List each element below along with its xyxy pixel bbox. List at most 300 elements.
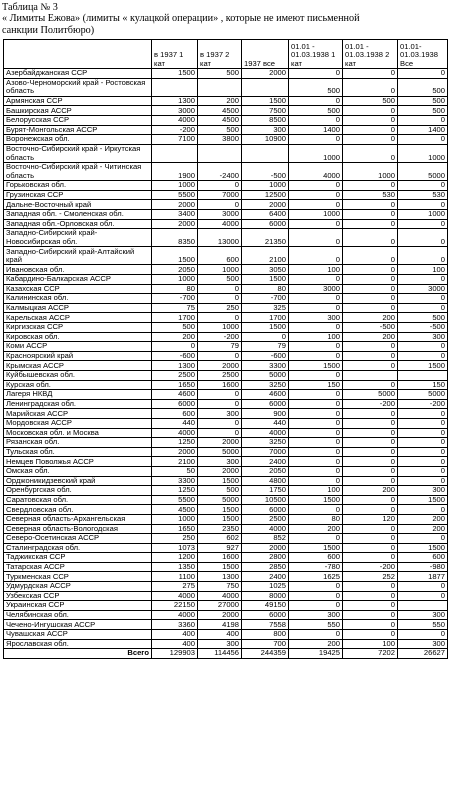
value-cell [152, 78, 198, 96]
value-cell: 0 [343, 534, 398, 544]
value-cell: 2050 [242, 466, 289, 476]
value-cell: 0 [289, 534, 343, 544]
value-cell: 1250 [152, 486, 198, 496]
value-cell: 1000 [398, 209, 448, 219]
value-cell: 400 [152, 639, 198, 649]
region-name-cell: Свердловская обл. [4, 505, 152, 515]
value-cell [242, 144, 289, 162]
value-cell: 200 [343, 332, 398, 342]
region-name-cell: Бурят-Монгольская АССР [4, 125, 152, 135]
value-cell: 2000 [242, 543, 289, 553]
region-name-cell: Омская обл. [4, 466, 152, 476]
value-cell: 0 [289, 294, 343, 304]
table-row [4, 438, 448, 448]
region-name-cell: Северная область-Вологодская [4, 524, 152, 534]
value-cell: 1600 [198, 553, 242, 563]
region-name-cell: Северная область-Архангельская [4, 514, 152, 524]
table-row [4, 275, 448, 285]
table-row [4, 181, 448, 191]
value-cell: 0 [198, 181, 242, 191]
table-row [4, 69, 448, 79]
region-name-cell: Таджикская ССР [4, 553, 152, 563]
region-name-cell: Горьковская обл. [4, 181, 152, 191]
table-row [4, 219, 448, 229]
table-row [4, 247, 448, 265]
value-cell: 0 [343, 265, 398, 275]
value-cell: 4000 [242, 524, 289, 534]
value-cell: 2400 [242, 572, 289, 582]
table-row [4, 399, 448, 409]
value-cell: 7000 [242, 447, 289, 457]
column-header: 1937 все [242, 40, 289, 69]
value-cell: 2500 [152, 371, 198, 381]
value-cell [242, 78, 289, 96]
table-row [4, 505, 448, 515]
value-cell: 0 [343, 524, 398, 534]
table-row [4, 447, 448, 457]
value-cell: 50 [152, 466, 198, 476]
value-cell: 2800 [242, 553, 289, 563]
value-cell: 300 [398, 332, 448, 342]
value-cell: 0 [289, 135, 343, 145]
table-row [4, 332, 448, 342]
value-cell: 4000 [198, 219, 242, 229]
region-name-cell: Туркменская ССР [4, 572, 152, 582]
value-cell: 4600 [242, 390, 289, 400]
region-name-cell: Оренбургская обл. [4, 486, 152, 496]
value-cell: 1025 [242, 582, 289, 592]
value-cell: 0 [343, 495, 398, 505]
table-row [4, 572, 448, 582]
value-cell: 1500 [152, 69, 198, 79]
table-row [4, 135, 448, 145]
value-cell: 1500 [242, 323, 289, 333]
table-row [4, 115, 448, 125]
value-cell: 3000 [198, 209, 242, 219]
column-header [4, 40, 152, 69]
value-cell: -200 [398, 399, 448, 409]
value-cell: 0 [343, 219, 398, 229]
value-cell: 602 [198, 534, 242, 544]
value-cell [198, 78, 242, 96]
table-row [4, 466, 448, 476]
value-cell: 2000 [152, 219, 198, 229]
value-cell: 2000 [242, 69, 289, 79]
value-cell: 0 [289, 115, 343, 125]
table-row [4, 78, 448, 96]
value-cell: 0 [289, 601, 343, 611]
value-cell: 300 [242, 125, 289, 135]
value-cell: 0 [343, 303, 398, 313]
value-cell: 2000 [242, 200, 289, 210]
table-row [4, 495, 448, 505]
value-cell: 2000 [198, 466, 242, 476]
region-name-cell: Лагеря НКВД [4, 390, 152, 400]
region-name-cell: Северо-Осетинская АССР [4, 534, 152, 544]
value-cell: 0 [398, 630, 448, 640]
value-cell: 2000 [198, 361, 242, 371]
value-cell: 12500 [242, 190, 289, 200]
region-name-cell: Тульская обл. [4, 447, 152, 457]
value-cell: 0 [398, 591, 448, 601]
value-cell: 100 [289, 486, 343, 496]
value-cell: 1350 [152, 562, 198, 572]
value-cell: 0 [343, 553, 398, 563]
table-row [4, 457, 448, 467]
value-cell: 0 [289, 342, 343, 352]
value-cell: 0 [398, 457, 448, 467]
value-cell: 4000 [152, 428, 198, 438]
value-cell: 600 [152, 409, 198, 419]
value-cell: 0 [343, 144, 398, 162]
table-row [4, 380, 448, 390]
value-cell: 1000 [152, 181, 198, 191]
table-row [4, 209, 448, 219]
region-name-cell: Удмурдская АССР [4, 582, 152, 592]
value-cell: 600 [289, 553, 343, 563]
value-cell: 0 [343, 630, 398, 640]
region-name-cell: Крымская АССР [4, 361, 152, 371]
value-cell: 0 [289, 409, 343, 419]
value-cell: 0 [398, 135, 448, 145]
value-cell: 100 [289, 332, 343, 342]
value-cell: 0 [289, 181, 343, 191]
value-cell: 4000 [289, 162, 343, 180]
region-name-cell: Марийская АССР [4, 409, 152, 419]
value-cell: 2350 [198, 524, 242, 534]
table-row [4, 361, 448, 371]
value-cell: 0 [289, 96, 343, 106]
value-cell: 0 [289, 438, 343, 448]
value-cell: 2000 [198, 438, 242, 448]
value-cell: 500 [198, 486, 242, 496]
value-cell: 0 [343, 284, 398, 294]
value-cell: 0 [398, 229, 448, 247]
value-cell: 1300 [152, 361, 198, 371]
value-cell: 400 [152, 630, 198, 640]
value-cell: 750 [198, 582, 242, 592]
value-cell: 0 [289, 69, 343, 79]
value-cell: 200 [152, 332, 198, 342]
value-cell: 600 [198, 247, 242, 265]
value-cell: 4600 [152, 390, 198, 400]
table-row [4, 486, 448, 496]
value-cell: 10900 [242, 135, 289, 145]
value-cell: 6400 [242, 209, 289, 219]
value-cell: 800 [242, 630, 289, 640]
value-cell: 1500 [289, 543, 343, 553]
value-cell: 0 [343, 115, 398, 125]
value-cell: 0 [398, 466, 448, 476]
value-cell: 3050 [242, 265, 289, 275]
value-cell: 1500 [242, 96, 289, 106]
value-cell: 300 [289, 313, 343, 323]
value-cell: 0 [289, 323, 343, 333]
value-cell: 2000 [198, 610, 242, 620]
value-cell: 200 [398, 524, 448, 534]
value-cell: 3000 [398, 284, 448, 294]
total-label: Всего [4, 649, 152, 659]
value-cell: -200 [343, 562, 398, 572]
value-cell: 200 [289, 524, 343, 534]
table-row [4, 418, 448, 428]
value-cell: 900 [242, 409, 289, 419]
value-cell: 0 [343, 438, 398, 448]
value-cell: 0 [343, 106, 398, 116]
region-name-cell: Сталинградская обл. [4, 543, 152, 553]
value-cell: 550 [289, 620, 343, 630]
value-cell: 200 [289, 639, 343, 649]
value-cell: 1073 [152, 543, 198, 553]
value-cell: 0 [289, 476, 343, 486]
value-cell: 2850 [242, 562, 289, 572]
value-cell: -700 [242, 294, 289, 304]
value-cell: 2100 [152, 457, 198, 467]
caption-table-number: Таблица № 3 [2, 2, 58, 13]
value-cell: 0 [289, 447, 343, 457]
table-row [4, 342, 448, 352]
value-cell: 0 [343, 380, 398, 390]
region-name-cell: Воронежская обл. [4, 135, 152, 145]
table-row [4, 514, 448, 524]
value-cell: 0 [198, 294, 242, 304]
column-header: 01.01- 01.03.1938 Все [398, 40, 448, 69]
value-cell: 7500 [242, 106, 289, 116]
value-cell: 150 [398, 380, 448, 390]
value-cell: 5000 [198, 495, 242, 505]
value-cell: 700 [242, 639, 289, 649]
value-cell: 0 [343, 610, 398, 620]
total-value: 7202 [343, 649, 398, 659]
value-cell: 3800 [198, 135, 242, 145]
region-name-cell: Орджоникидзевский край [4, 476, 152, 486]
region-name-cell: Рязанская обл. [4, 438, 152, 448]
value-cell: -980 [398, 562, 448, 572]
value-cell: 0 [343, 209, 398, 219]
value-cell: 300 [398, 639, 448, 649]
value-cell: 4500 [198, 106, 242, 116]
region-name-cell: Саратовская обл. [4, 495, 152, 505]
region-name-cell: Восточно-Сибирский край - Читинская область [4, 162, 152, 180]
region-name-cell: Западно-Сибирский край-Алтайский край [4, 247, 152, 265]
value-cell: 120 [343, 514, 398, 524]
table-row [4, 284, 448, 294]
value-cell: -200 [198, 332, 242, 342]
value-cell: 1500 [398, 543, 448, 553]
value-cell: 4000 [152, 610, 198, 620]
value-cell: 5000 [343, 390, 398, 400]
value-cell: 4198 [198, 620, 242, 630]
table-row [4, 620, 448, 630]
value-cell: 2050 [152, 265, 198, 275]
region-name-cell: Грузинская ССР [4, 190, 152, 200]
region-name-cell: Чувашская АССР [4, 630, 152, 640]
value-cell: 1500 [198, 562, 242, 572]
table-row [4, 200, 448, 210]
value-cell: 6000 [242, 505, 289, 515]
value-cell: 0 [343, 69, 398, 79]
column-header: 01.01 - 01.03.1938 2 кат [343, 40, 398, 69]
value-cell: 1600 [198, 380, 242, 390]
value-cell: 0 [343, 457, 398, 467]
value-cell: 300 [398, 610, 448, 620]
value-cell: 1500 [198, 514, 242, 524]
value-cell: 200 [198, 96, 242, 106]
value-cell: 0 [398, 69, 448, 79]
value-cell: 10500 [242, 495, 289, 505]
value-cell: 1700 [152, 313, 198, 323]
value-cell: 500 [398, 106, 448, 116]
value-cell: 200 [343, 486, 398, 496]
value-cell: 8500 [242, 115, 289, 125]
value-cell: 300 [289, 610, 343, 620]
table-row [4, 106, 448, 116]
region-name-cell: Азово-Черноморский край - Ростовская область [4, 78, 152, 96]
value-cell: 0 [398, 115, 448, 125]
value-cell: 440 [152, 418, 198, 428]
table-row [4, 323, 448, 333]
value-cell: 325 [242, 303, 289, 313]
value-cell: 0 [343, 476, 398, 486]
table-row [4, 630, 448, 640]
value-cell: 2500 [198, 371, 242, 381]
region-name-cell: Карельская АССР [4, 313, 152, 323]
value-cell: 1000 [289, 209, 343, 219]
value-cell: 0 [398, 247, 448, 265]
table-row [4, 125, 448, 135]
value-cell [398, 601, 448, 611]
value-cell: 0 [343, 418, 398, 428]
region-name-cell: Западно-Сибирский край-Новосибирская обл. [4, 229, 152, 247]
value-cell: 7000 [198, 190, 242, 200]
table-row [4, 582, 448, 592]
table-row [4, 351, 448, 361]
value-cell: 0 [398, 303, 448, 313]
value-cell: 0 [289, 582, 343, 592]
value-cell: 0 [343, 294, 398, 304]
value-cell: 0 [343, 466, 398, 476]
value-cell: 0 [343, 78, 398, 96]
region-name-cell: Ивановская обл. [4, 265, 152, 275]
table-row [4, 144, 448, 162]
value-cell: 2000 [152, 200, 198, 210]
region-name-cell: Мордовская АССР [4, 418, 152, 428]
value-cell: 1000 [242, 181, 289, 191]
value-cell: 1500 [152, 247, 198, 265]
table-row [4, 190, 448, 200]
value-cell: 2100 [242, 247, 289, 265]
value-cell: 1100 [152, 572, 198, 582]
value-cell: 0 [398, 181, 448, 191]
region-name-cell: Красноярский край [4, 351, 152, 361]
value-cell: 0 [398, 275, 448, 285]
value-cell: 21350 [242, 229, 289, 247]
value-cell: 1000 [343, 162, 398, 180]
region-name-cell: Западная обл. - Смоленская обл. [4, 209, 152, 219]
value-cell: 80 [289, 514, 343, 524]
table-row [4, 639, 448, 649]
value-cell: 5000 [398, 390, 448, 400]
value-cell: 1200 [152, 553, 198, 563]
value-cell: 3360 [152, 620, 198, 630]
value-cell: 150 [289, 380, 343, 390]
region-name-cell: Армянская ССР [4, 96, 152, 106]
value-cell: 0 [289, 505, 343, 515]
value-cell: 0 [343, 591, 398, 601]
value-cell: 3250 [242, 438, 289, 448]
region-name-cell: Коми АССР [4, 342, 152, 352]
value-cell: 0 [398, 438, 448, 448]
table-row [4, 409, 448, 419]
region-name-cell: Казахская ССР [4, 284, 152, 294]
table-row [4, 294, 448, 304]
value-cell: 0 [343, 229, 398, 247]
value-cell: 0 [398, 447, 448, 457]
value-cell: 6000 [242, 219, 289, 229]
value-cell: 4000 [198, 591, 242, 601]
column-header: в 1937 1 кат [152, 40, 198, 69]
table-row [4, 610, 448, 620]
value-cell: 0 [242, 332, 289, 342]
value-cell: -700 [152, 294, 198, 304]
value-cell: -200 [152, 125, 198, 135]
value-cell: 200 [343, 313, 398, 323]
value-cell: 500 [398, 96, 448, 106]
value-cell: 0 [398, 534, 448, 544]
value-cell: 0 [343, 181, 398, 191]
region-name-cell: Татарская АССР [4, 562, 152, 572]
value-cell: 1500 [289, 495, 343, 505]
region-name-cell: Белорусская ССР [4, 115, 152, 125]
value-cell: 79 [198, 342, 242, 352]
value-cell: 0 [198, 399, 242, 409]
value-cell: 0 [198, 428, 242, 438]
value-cell: 100 [289, 265, 343, 275]
value-cell: 0 [289, 275, 343, 285]
value-cell: 0 [398, 351, 448, 361]
value-cell: 1000 [198, 323, 242, 333]
value-cell: 0 [152, 342, 198, 352]
table-row [4, 265, 448, 275]
value-cell: 0 [398, 409, 448, 419]
value-cell: 0 [343, 342, 398, 352]
table-row [4, 371, 448, 381]
caption-title-line: « Лимиты Ежова» (лимиты « кулацкой операции» , которые не имеют письменной [2, 13, 360, 25]
value-cell: 0 [289, 457, 343, 467]
value-cell: 500 [343, 96, 398, 106]
value-cell: 0 [289, 399, 343, 409]
value-cell: 0 [343, 428, 398, 438]
value-cell: 250 [198, 303, 242, 313]
value-cell: 3000 [152, 106, 198, 116]
value-cell: 5500 [152, 495, 198, 505]
value-cell: 500 [289, 78, 343, 96]
value-cell: 1625 [289, 572, 343, 582]
value-cell: 0 [343, 582, 398, 592]
value-cell: 5000 [198, 447, 242, 457]
value-cell: 4500 [152, 505, 198, 515]
value-cell: 1500 [242, 275, 289, 285]
table-row [4, 524, 448, 534]
region-name-cell: Калининская обл. [4, 294, 152, 304]
value-cell: 2400 [242, 457, 289, 467]
value-cell: 1000 [398, 144, 448, 162]
value-cell: 6000 [242, 399, 289, 409]
table-row [4, 303, 448, 313]
value-cell: 200 [398, 514, 448, 524]
value-cell: 500 [152, 323, 198, 333]
value-cell: 275 [152, 582, 198, 592]
